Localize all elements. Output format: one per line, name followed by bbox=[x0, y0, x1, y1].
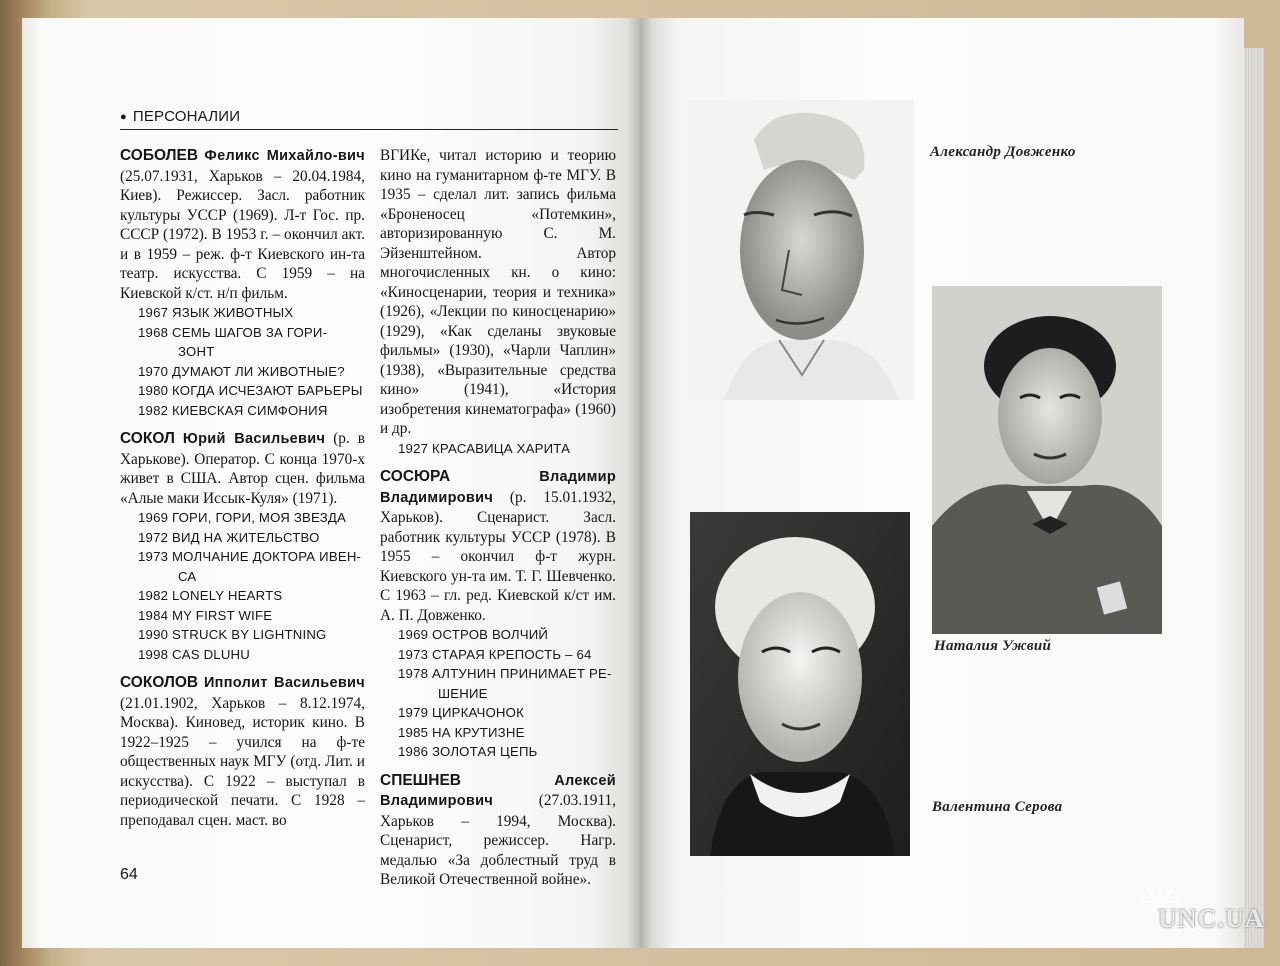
right-text-column bbox=[380, 146, 616, 890]
entry-given-name: Феликс Михайло-вич bbox=[204, 148, 365, 164]
entry-given-name: Алексей Владимирович bbox=[380, 772, 616, 809]
entry-surname: СОСЮРА bbox=[380, 468, 451, 485]
filmography-item bbox=[120, 323, 365, 362]
filmography-item bbox=[120, 401, 365, 421]
filmography-line-continued: ЗОНТ bbox=[178, 344, 215, 359]
filmography-line: 1978 АЛТУНИН ПРИНИМАЕТ РЕ- bbox=[398, 666, 612, 681]
filmography-line: 1973 СТАРАЯ КРЕПОСТЬ – 64 bbox=[398, 646, 592, 662]
filmography-line: 1973 МОЛЧАНИЕ ДОКТОРА ИВЕН- bbox=[138, 549, 362, 564]
entry-body: (р. в Харькове). Оператор. С конца 1970-х живет в США. Автор сцен. фильма «Алые маки Иссык-Куля» (1971). bbox=[120, 430, 365, 507]
filmography-line: 1967 ЯЗЫК ЖИВОТНЫХ bbox=[138, 305, 294, 320]
filmography-item bbox=[380, 703, 616, 723]
running-head-text: ПЕРСОНАЛИИ bbox=[132, 108, 241, 125]
filmography-item bbox=[120, 625, 365, 645]
entry-body: (р. 15.01.1932, Харьков). Сценарист. Засл. работник культуры УССР (1978). В 1955 – окончил ф-т журн. Киевского ун-та им. Т. Г. Шевченко. С 1963 – гл. ред. Киевской к/ст им. А. П. Довженко. bbox=[380, 488, 616, 624]
open-book bbox=[22, 18, 1244, 948]
photo-dovzhenko bbox=[684, 100, 914, 400]
filmography-line: 1990 STRUCK BY LIGHTNING bbox=[138, 627, 327, 642]
filmography-line: 1970 ДУМАЮТ ЛИ ЖИВОТНЫЕ? bbox=[138, 363, 345, 379]
filmography-line: 1979 ЦИРКАЧОНОК bbox=[398, 705, 524, 720]
filmography-item bbox=[380, 664, 616, 703]
filmography-line: 1998 CAS DLUHU bbox=[138, 646, 251, 662]
filmography-line: 1982 LONELY HEARTS bbox=[138, 588, 283, 603]
entry-text bbox=[120, 146, 365, 303]
filmography-item bbox=[120, 586, 365, 606]
filmography-item bbox=[120, 528, 365, 548]
entry-gap bbox=[380, 762, 616, 771]
entry-gap bbox=[120, 664, 365, 673]
entry-gap bbox=[120, 420, 365, 429]
entry-text bbox=[380, 771, 616, 890]
entry-surname: СПЕШНЕВ bbox=[380, 771, 461, 789]
entry-text bbox=[120, 673, 365, 830]
filmography-line-continued: СА bbox=[178, 568, 197, 584]
entry-body: (27.03.1911, Харьков – 1994, Москва). Сценарист, режиссер. Нагр. медалью «За доблестный труд в Великой Отечественной войне». bbox=[380, 792, 616, 888]
filmography-item bbox=[120, 645, 365, 665]
filmography-line: 1969 ОСТРОВ ВОЛЧИЙ bbox=[398, 627, 549, 642]
filmography-line: 1985 НА КРУТИЗНЕ bbox=[398, 724, 525, 740]
filmography-item bbox=[120, 381, 365, 401]
filmography-item bbox=[120, 508, 365, 528]
entry-body: (21.01.1902, Харьков – 8.12.1974, Москва). Киновед, историк кино. В 1922–1925 – учился на ф-те общественных наук МГУ (отд. Лит. и искусства). С 1922 – выступал в периодической печати. С 1928 – преподавал сцен. маст. во bbox=[120, 694, 365, 829]
filmography-item bbox=[120, 547, 365, 586]
entry-given-name: Юрий Васильевич bbox=[182, 431, 326, 447]
entry-body: (25.07.1931, Харьков – 20.04.1984, Киев). Режиссер. Засл. работник культуры УССР (1969). Л-т Гос. пр. СССР (1972). В 1953 г. – окончил акт. и в 1959 – реж. ф-т Киевского ин-та театр. искусства. С 1959 – на Киевской к/ст. н/п фильм. bbox=[120, 167, 365, 302]
caption-serova: Валентина Серова bbox=[932, 799, 1063, 815]
filmography-line: 1986 ЗОЛОТАЯ ЦЕПЬ bbox=[398, 744, 538, 759]
filmography-item bbox=[380, 723, 616, 743]
entry-given-name: Владимир Владимирович bbox=[380, 469, 616, 506]
entry-text bbox=[380, 467, 616, 625]
caption-uzhviy: Наталия Ужвий bbox=[934, 638, 1052, 654]
filmography-line: 1969 ГОРИ, ГОРИ, МОЯ ЗВЕЗДА bbox=[138, 510, 347, 525]
filmography-item bbox=[380, 625, 616, 645]
left-text-column bbox=[120, 146, 365, 830]
filmography-item bbox=[120, 606, 365, 626]
entry-text bbox=[380, 146, 616, 439]
entry-gap bbox=[380, 458, 616, 467]
entry-surname: СОБОЛЕВ bbox=[120, 147, 199, 164]
filmography-item bbox=[380, 439, 616, 459]
filmography-item bbox=[380, 645, 616, 665]
watermark-logo: UNC.UA bbox=[1158, 904, 1265, 933]
bullet-icon: ● bbox=[120, 111, 127, 123]
filmography-item bbox=[120, 303, 365, 323]
entry-surname: СОКОЛОВ bbox=[120, 674, 199, 691]
entry-surname: СОКОЛ bbox=[120, 430, 175, 447]
photo-uzhviy bbox=[932, 286, 1162, 634]
page-edges bbox=[1244, 48, 1264, 948]
filmography-item bbox=[380, 742, 616, 762]
filmography-line-continued: ШЕНИЕ bbox=[438, 685, 488, 701]
entry-given-name: Ипполит Васильевич bbox=[203, 675, 365, 691]
filmography-item bbox=[120, 362, 365, 382]
running-head bbox=[120, 107, 618, 130]
filmography-line: 1984 MY FIRST WIFE bbox=[138, 607, 273, 623]
filmography-line: 1980 КОГДА ИСЧЕЗАЮТ БАРЬЕРЫ bbox=[138, 383, 363, 398]
photo-serova bbox=[690, 512, 910, 856]
filmography-line: 1968 СЕМЬ ШАГОВ ЗА ГОРИ- bbox=[138, 324, 328, 340]
book-gutter bbox=[628, 18, 652, 948]
caption-dovzhenko: Александр Довженко bbox=[930, 144, 1076, 160]
filmography-line: 1982 КИЕВСКАЯ СИМФОНИЯ bbox=[138, 402, 328, 418]
filmography-line: 1927 КРАСАВИЦА ХАРИТА bbox=[398, 440, 571, 456]
page-number: 64 bbox=[120, 866, 138, 883]
entry-text bbox=[120, 429, 365, 508]
entry-body: ВГИКе, читал историю и теорию кино на гуманитарном ф-те МГУ. В 1935 – сделал лит. запись фильма «Броненосец «Потемкин», авторизированную С. М. Эйзенштейном. Автор многочисленных кн. о кино: «Киносценарии, теория и техника» (1926), «Лекции по киносценарию» (1929), «Как сделаны звуковые фильмы» (1930), «Чарли Чаплин» (1938), «Выразительные средства кино» (1941), «История изобретения кинематографа» (1960) и др. bbox=[380, 147, 616, 437]
filmography-line: 1972 ВИД НА ЖИТЕЛЬСТВО bbox=[138, 529, 320, 545]
